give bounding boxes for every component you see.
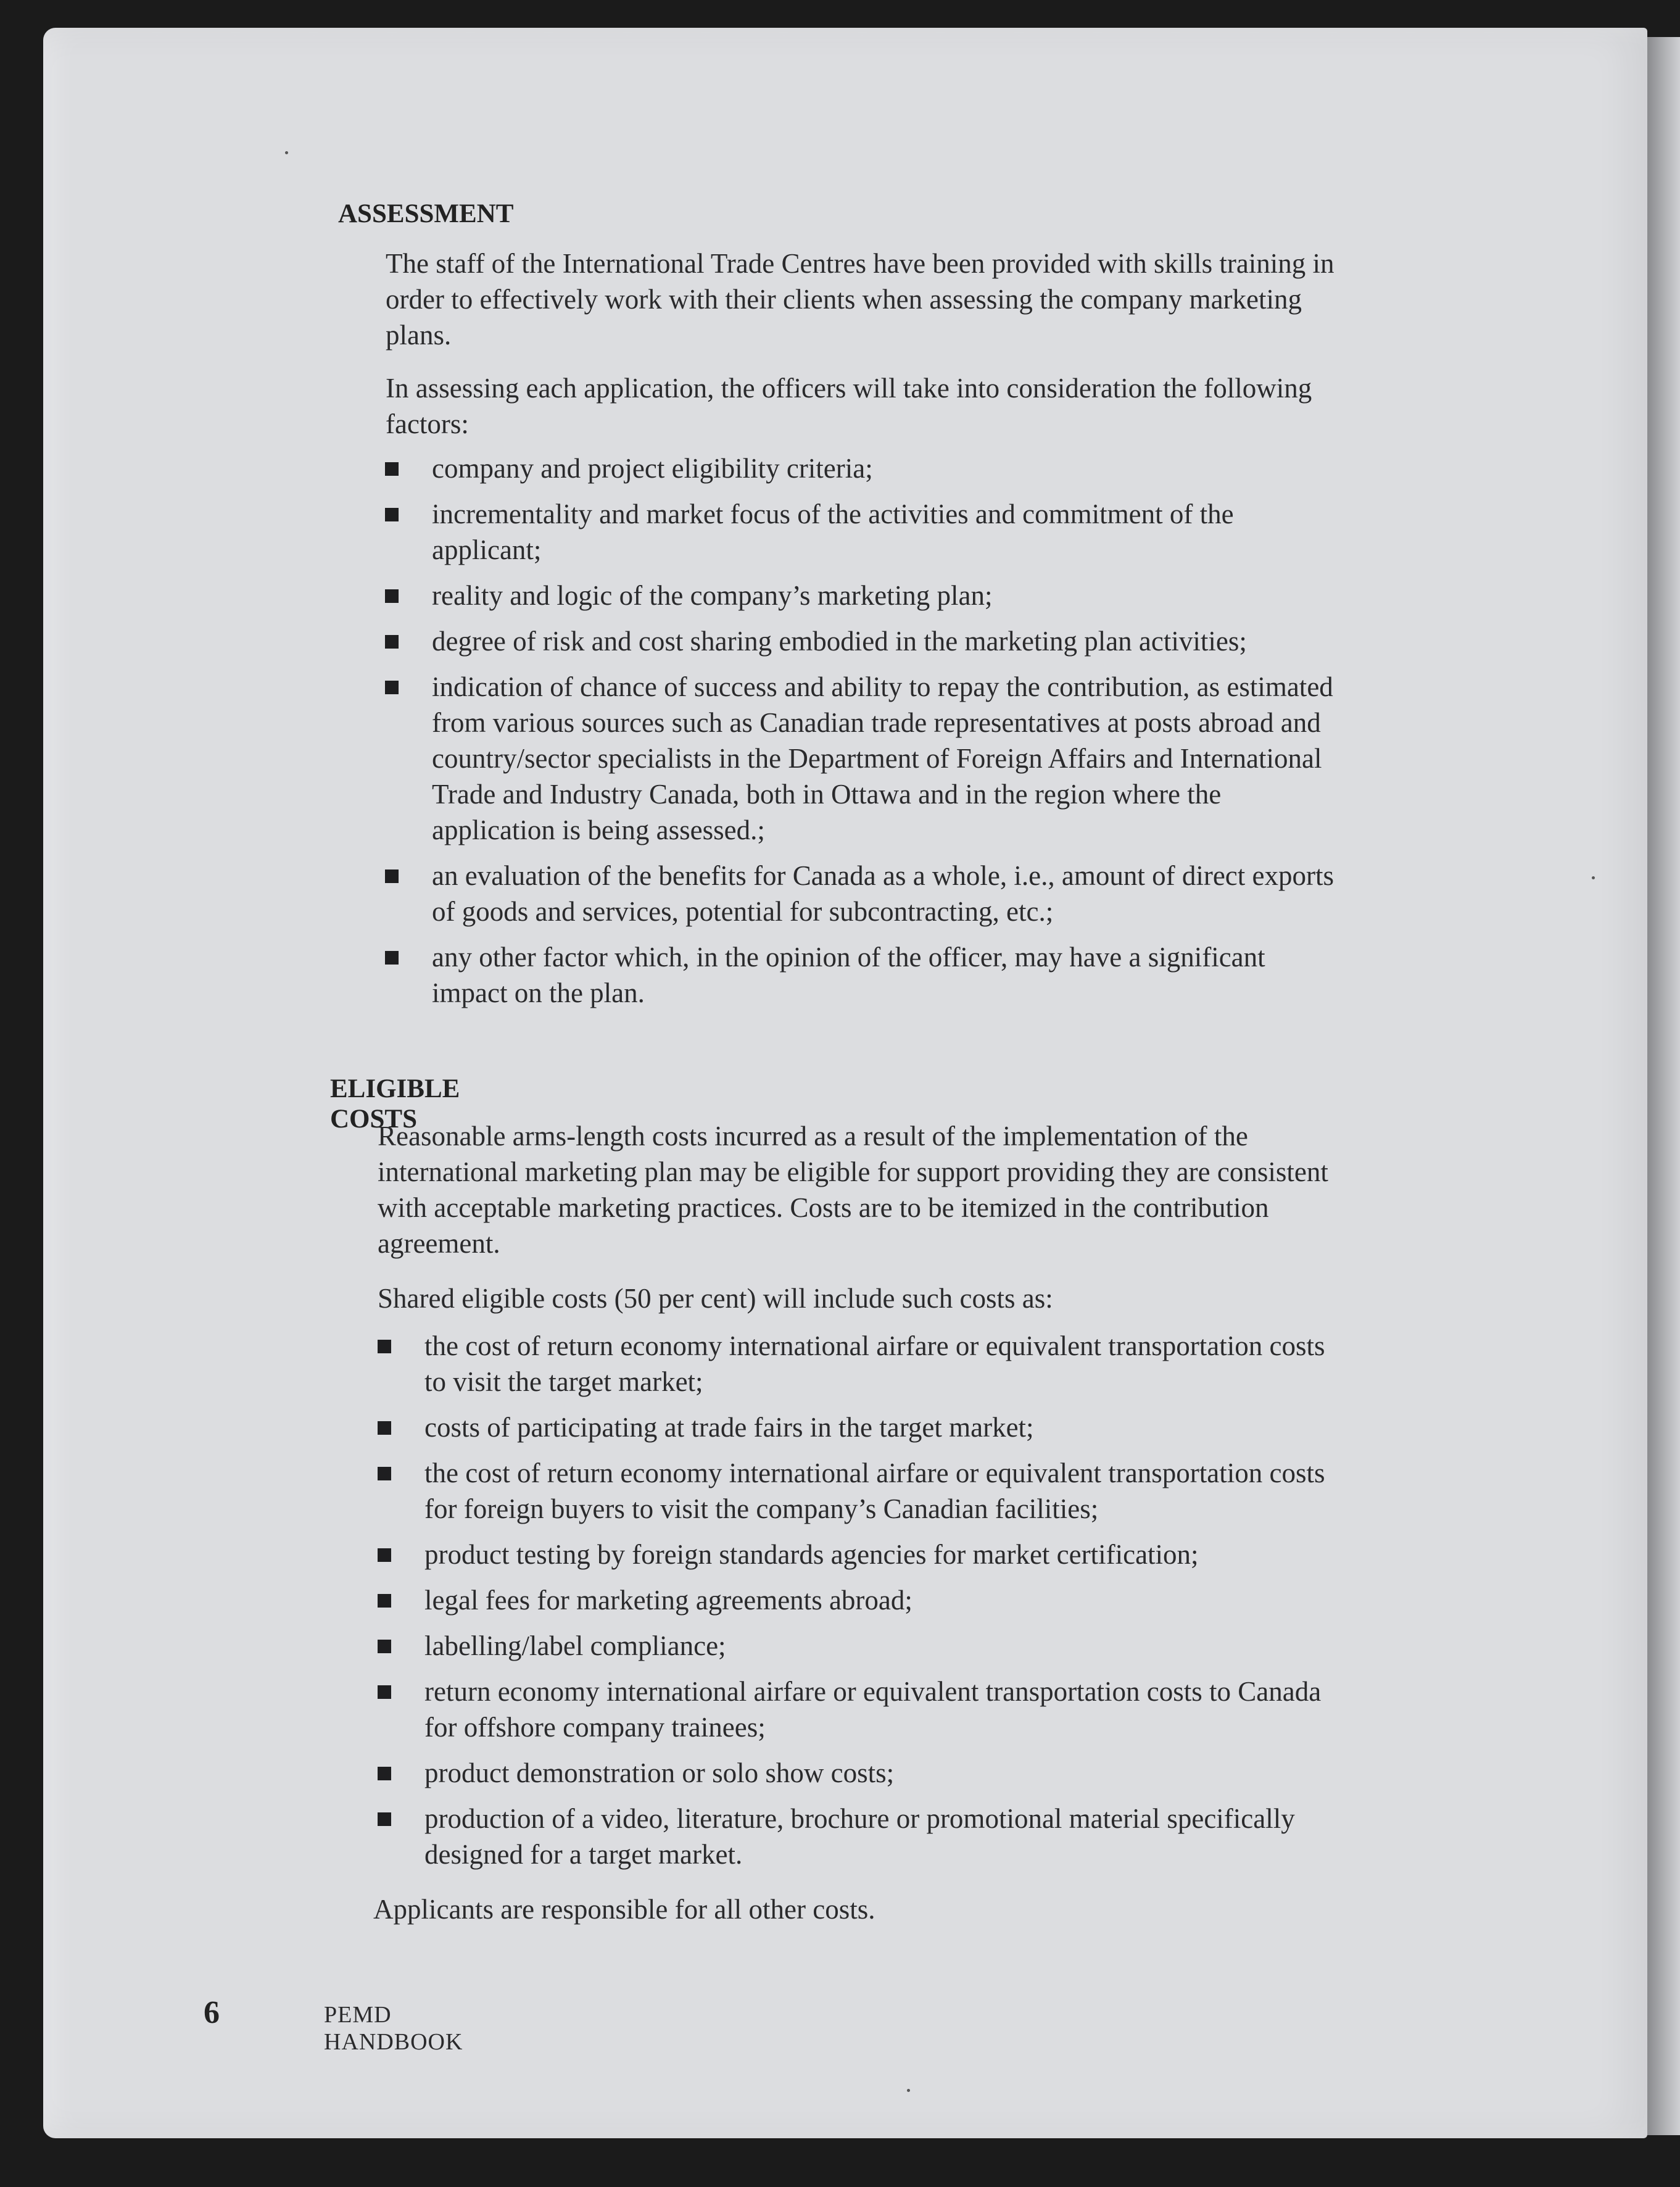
list-item-text: an evaluation of the benefits for Canada as a whole, i.e., amount of direct exports of goods and services, potential for subcontracting, etc.; bbox=[432, 860, 1334, 927]
running-footer-title: PEMD HANDBOOK bbox=[324, 2002, 463, 2055]
eligible-costs-intro-paragraph: Reasonable arms-length costs incurred as a result of the implementation of the international marketing plan may be eligible for support providing they are consistent with acceptable marketing practices. Costs are to be itemized in the contribution agreement. bbox=[378, 1121, 1328, 1259]
list-item-text: product testing by foreign standards agencies for market certification; bbox=[424, 1539, 1199, 1570]
list-item bbox=[376, 1628, 1346, 1664]
list-item bbox=[376, 1755, 1346, 1791]
list-item bbox=[384, 669, 1346, 848]
list-item-text: product demonstration or solo show costs; bbox=[424, 1757, 895, 1788]
list-item bbox=[376, 1801, 1346, 1872]
page-number: 6 bbox=[204, 1995, 220, 2030]
list-item-text: reality and logic of the company’s marketing plan; bbox=[432, 580, 993, 611]
bullet-square-icon bbox=[378, 1640, 391, 1653]
bullet-square-icon bbox=[385, 681, 399, 694]
list-item bbox=[384, 450, 1346, 486]
list-item bbox=[384, 496, 1346, 568]
list-item-text: degree of risk and cost sharing embodied in the marketing plan activities; bbox=[432, 626, 1247, 657]
bullet-square-icon bbox=[378, 1548, 391, 1562]
scan-speck bbox=[907, 2089, 910, 2092]
list-item bbox=[376, 1582, 1346, 1618]
assessment-intro-paragraph: The staff of the International Trade Centres have been provided with skills training in order to effectively work with their clients when assessing the company marketing plans. bbox=[386, 248, 1334, 351]
closing-paragraph: Applicants are responsible for all other costs. bbox=[373, 1894, 875, 1925]
bullet-square-icon bbox=[378, 1767, 391, 1780]
assessment-heading: ASSESSMENT bbox=[338, 199, 514, 228]
list-item bbox=[384, 858, 1346, 929]
list-item-text: any other factor which, in the opinion of the officer, may have a significant impact on the plan. bbox=[432, 942, 1265, 1008]
list-item bbox=[376, 1328, 1346, 1400]
bullet-square-icon bbox=[378, 1812, 391, 1826]
list-item-text: production of a video, literature, brochure or promotional material specifically designed for a target market. bbox=[424, 1803, 1295, 1870]
list-item-text: return economy international airfare or equivalent transportation costs to Canada for offshore company trainees; bbox=[424, 1676, 1322, 1743]
list-item-text: company and project eligibility criteria; bbox=[432, 453, 873, 484]
bullet-square-icon bbox=[378, 1594, 391, 1608]
bullet-square-icon bbox=[378, 1421, 391, 1435]
shared-costs-paragraph: Shared eligible costs (50 per cent) will include such costs as: bbox=[378, 1283, 1053, 1314]
bullet-square-icon bbox=[385, 462, 399, 476]
list-item-text: legal fees for marketing agreements abroad; bbox=[424, 1585, 912, 1616]
assessment-factors-paragraph: In assessing each application, the officers will take into consideration the following factors: bbox=[386, 373, 1312, 439]
bullet-square-icon bbox=[378, 1685, 391, 1699]
scan-speck bbox=[1592, 876, 1595, 879]
list-item bbox=[376, 1409, 1346, 1445]
eligible-costs-list bbox=[376, 1328, 1346, 1872]
list-item bbox=[376, 1537, 1346, 1572]
bullet-square-icon bbox=[385, 635, 399, 649]
bullet-square-icon bbox=[385, 869, 399, 883]
list-item bbox=[384, 578, 1346, 613]
list-item-text: indication of chance of success and ability to repay the contribution, as estimated from various sources such as Canadian trade representatives at posts abroad and country/sector specialists in the Department of Foreign Affairs and International Trade and Industry Canada, both in Ottawa and in the region where the application is being assessed.; bbox=[432, 671, 1333, 845]
list-item-text: the cost of return economy international airfare or equivalent transportation costs for foreign buyers to visit the company’s Canadian facilities; bbox=[424, 1458, 1325, 1524]
list-item-text: incrementality and market focus of the activities and commitment of the applicant; bbox=[432, 499, 1234, 565]
bullet-square-icon bbox=[385, 589, 399, 603]
list-item bbox=[376, 1674, 1346, 1745]
list-item-text: labelling/label compliance; bbox=[424, 1630, 726, 1661]
bullet-square-icon bbox=[385, 951, 399, 965]
list-item bbox=[384, 623, 1346, 659]
bullet-square-icon bbox=[378, 1340, 391, 1353]
scan-speck bbox=[285, 151, 288, 154]
list-item-text: the cost of return economy international airfare or equivalent transportation costs to visit the target market; bbox=[424, 1330, 1325, 1397]
list-item bbox=[376, 1455, 1346, 1527]
bullet-square-icon bbox=[385, 508, 399, 521]
assessment-factor-list bbox=[384, 450, 1346, 1011]
list-item bbox=[384, 939, 1346, 1011]
facing-page-edge bbox=[1647, 37, 1680, 2135]
bullet-square-icon bbox=[378, 1467, 391, 1480]
eligible-costs-heading: ELIGIBLE COSTS bbox=[330, 1074, 460, 1134]
list-item-text: costs of participating at trade fairs in the target market; bbox=[424, 1412, 1034, 1443]
